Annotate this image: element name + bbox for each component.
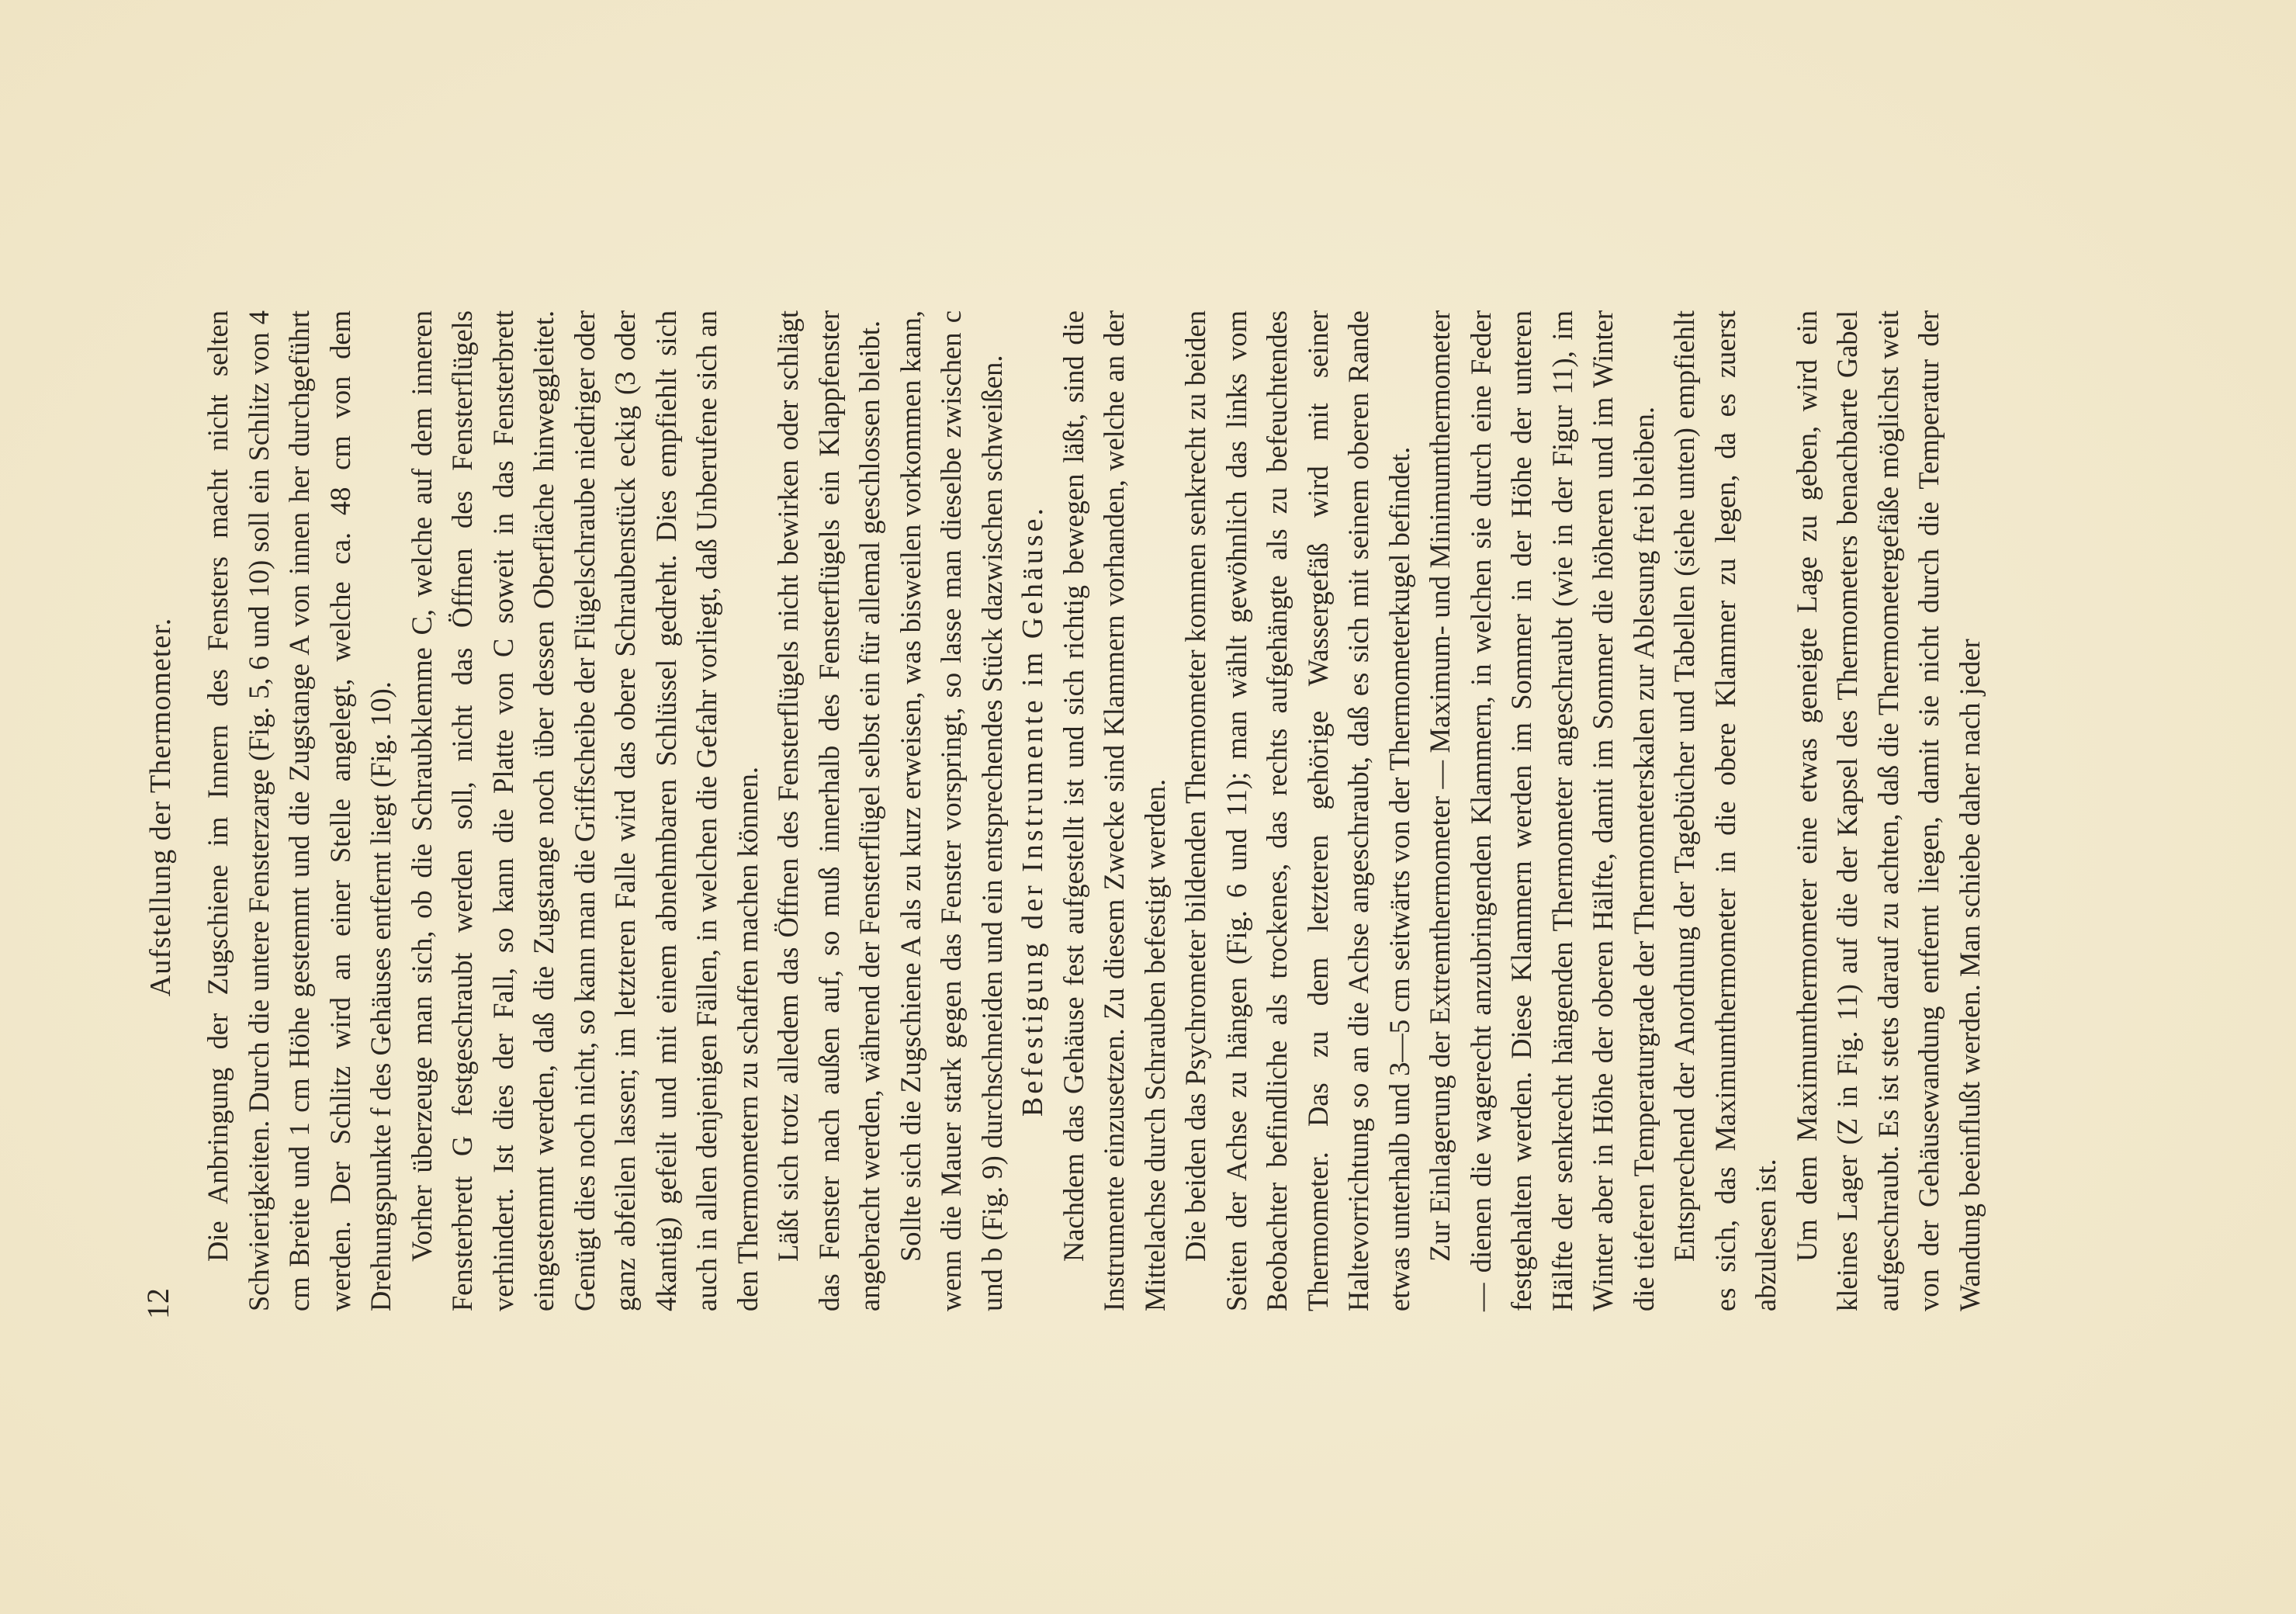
paragraph-zugschiene: Die Anbringung der Zugschiene im Innern des Fensters macht nicht selten Schwierigkeiten. Durch die untere Fensterzarge (Fig. 5, 6 und 10) soll ein Schlitz von 4 cm Breite und 1 cm Höhe gestemmt und die Zugstange A von innen her durchgeführt werden. Der Schlitz wird an einer Stelle angelegt, welche ca. 48 cm von dem Drehungspunkte f des Gehäuses entfernt liegt (Fig. 10). <box>202 310 397 1311</box>
running-head: Aufstellung der Thermometer. <box>144 617 177 997</box>
section-heading-befestigung: Befestigung der Instrumente im Gehäuse. <box>1016 504 1049 1117</box>
paragraph-psychrometer: Die beiden das Psychrometer bildenden Thermometer kommen senkrecht zu beiden Seiten der Achse zu hängen (Fig. 6 und 11); man wählt gewöhnlich das links vom Beobachter befindliche als trockenes, das rechts aufgehängte als zu befeuchtendes Thermometer. Das zu dem letzteren gehörige Wassergefäß wird mit seiner Haltevorrichtung so an die Achse angeschraubt, daß es sich mit seinem oberen Rande etwas unterhalb und 3—5 cm seitwärts von der Thermometerkugel befindet. <box>1179 310 1415 1311</box>
body-text <box>198 310 1990 1311</box>
paragraph-klappfenster: Läßt sich trotz alledem das Öffnen des Fensterflügels nicht bewirken oder schlägt das Fenster nach außen auf, so muß innerhalb des Fensterflügels ein Klappfenster angebracht werden, während der Fensterflügel selbst ein für allemal geschlossen bleibt. <box>772 310 885 1311</box>
paragraph-extremthermometer: Zur Einlagerung der Extremthermometer — Maximum- und Minimumthermometer — dienen die wagerecht anzubringenden Klammern, in welchen sie durch eine Feder festgehalten werden. Diese Klammern werden im Sommer in der Höhe der unteren Hälfte der senkrecht hängenden Thermometer angeschraubt (wie in der Figur 11), im Winter aber in Höhe der oberen Hälfte, damit im Sommer die höheren und im Winter die tieferen Temperaturgrade der Thermometerskalen zur Ablesung frei bleiben. <box>1424 310 1660 1311</box>
paragraph-maximumthermometer: Um dem Maximumthermometer eine etwas geneigte Lage zu geben, wird ein kleines Lager (Z in Fig. 11) auf die der Kapsel des Thermometers benachbarte Gabel aufgeschraubt. Es ist stets darauf zu achten, daß die Thermometergefäße möglichst weit von der Gehäusewandung entfernt liegen, damit sie nicht durch die Temperatur der Wandung beeinflußt werden. Man schiebe daher nach jeder <box>1790 310 1986 1311</box>
paragraph-zugschiene-kurz: Sollte sich die Zugschiene A als zu kurz erweisen, was bisweilen vorkommen kann, wenn die Mauer stark gegen das Fenster vorspringt, so lasse man dieselbe zwischen c und b (Fig. 9) durchschneiden und ein entsprechendes Stück dazwischen schweißen. <box>894 310 1008 1311</box>
paragraph-tagebuecher: Entsprechend der Anordnung der Tagebücher und Tabellen (siehe unten) empfiehlt es sich, das Maximumthermometer in die obere Klammer zu legen, da es zuerst abzulesen ist. <box>1668 310 1782 1311</box>
paragraph-gehaeuse: Nachdem das Gehäuse fest aufgestellt ist und sich richtig bewegen läßt, sind die Instrumente einzusetzen. Zu diesem Zwecke sind Klammern vorhanden, welche an der Mittelachse durch Schrauben befestigt werden. <box>1057 310 1171 1311</box>
page-number: 12 <box>140 1288 175 1319</box>
paragraph-schraubklemme: Vorher überzeuge man sich, ob die Schraubklemme C, welche auf dem inneren Fensterbrett G festgeschraubt werden soll, nicht das Öffnen des Fensterflügels verhindert. Ist dies der Fall, so kann die Platte von C soweit in das Fensterbrett eingestemmt werden, daß die Zugstange noch über dessen Oberfläche hinweggleitet. Genügt dies noch nicht, so kann man die Griffscheibe der Flügelschraube niedriger oder ganz abfeilen lassen; im letzteren Falle wird das obere Schraubenstück eckig (3 oder 4kantig) gefeilt und mit einem abnehmbaren Schlüssel gedreht. Dies empfiehlt sich auch in allen denjenigen Fällen, in welchen die Gefahr vorliegt, daß Unberufene sich an den Thermometern zu schaffen machen können. <box>405 310 764 1311</box>
